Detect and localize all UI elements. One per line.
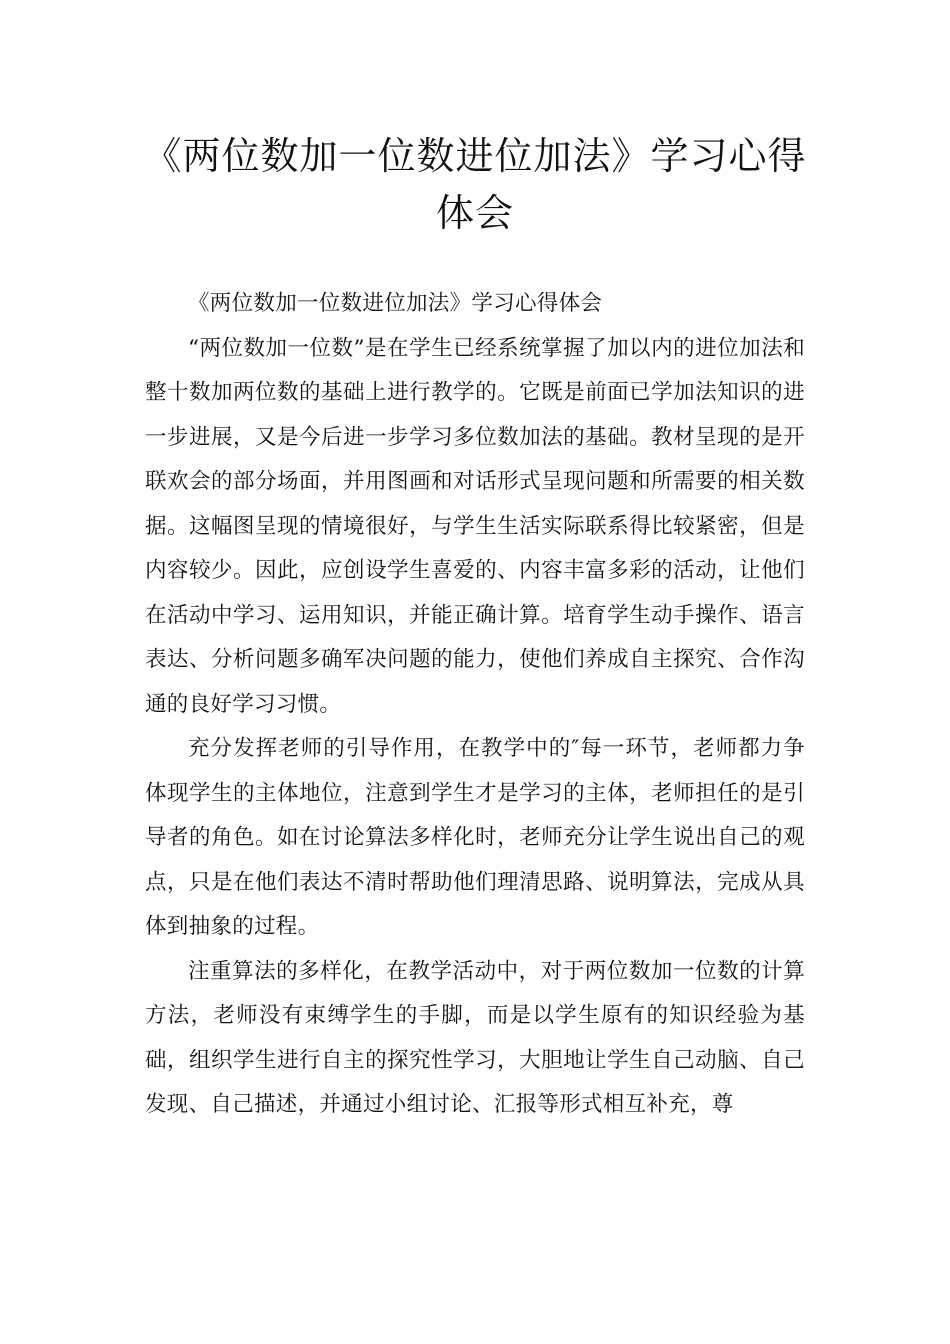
document-body (145, 282, 805, 1128)
title-line-2: 体会 (435, 191, 514, 235)
body-paragraph-1: “两位数加一位数”是在学生已经系统掌握了加以内的进位加法和整十数加两位数的基础上进行教学的。它既是前面已学加法知识的进一步进展，又是今后进一步学习多位数加法的基础。教材呈现的是开联欢会的部分场面，并用图画和对话形式呈现问题和所需要的相关数据。这幅图呈现的情境很好，与学生生活实际联系得比较紧密，但是内容较少。因此，应创设学生喜爱的、内容丰富多彩的活动，让他们在活动中学习、运用知识，并能正确计算。培育学生动手操作、语言表达、分析问题多确军决问题的能力，使他们养成自主探究、合作沟通的良好学习习惯。 (145, 335, 805, 717)
body-paragraph-3: 注重算法的多样化，在教学活动中，对于两位数加一位数的计算方法，老师没有束缚学生的手脚，而是以学生原有的知识经验为基础，组织学生进行自主的探究性学习，大胆地让学生自己动脑、自己发现、自己描述，并通过小组讨论、汇报等形式相互补充，尊 (145, 958, 805, 1117)
document-title (130, 128, 820, 242)
body-paragraph-2: 充分发挥老师的引导作用，在教学中的″每一环节，老师都力争体现学生的主体地位，注意到学生才是学习的主体，老师担任的是引导者的角色。如在讨论算法多样化时，老师充分让学生说出自己的观点，只是在他们表达不清时帮助他们理清思路、说明算法，完成从具体到抽象的过程。 (145, 736, 805, 939)
title-line-1: 《两位数加一位数进位加法》学习心得 (143, 134, 807, 178)
subtitle-paragraph: 《两位数加一位数进位加法》学习心得体会 (188, 291, 603, 316)
